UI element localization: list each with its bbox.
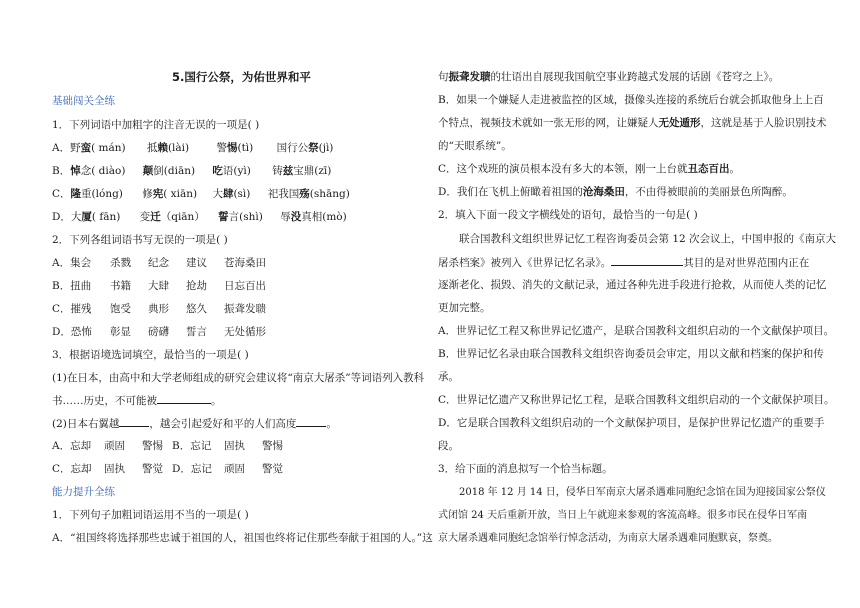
q5-option-b-line-2: 承。	[438, 371, 459, 383]
question-4-stem: 1．下列句子加粗词语运用不当的一项是( )	[52, 509, 249, 521]
q5-option-d-line-2: 段。	[438, 440, 459, 452]
question-3-stem: 3．根据语境选词填空，最恰当的一项是( )	[52, 349, 249, 361]
question-1-stem: 1．下列词语中加粗字的注音无误的一项是( )	[52, 119, 260, 131]
fill-blank	[296, 416, 326, 427]
q1-option-a: A．野蛮( mán) 抵赖(lài) 警惕(tì) 国行公祭(jì)	[52, 142, 334, 154]
section-basic-practice: 基础闯关全练	[52, 95, 115, 107]
fill-blank	[157, 393, 211, 404]
question-5-stem: 2．填入下面一段文字横线处的语句，最恰当的一句是( )	[438, 209, 698, 221]
fill-blank	[119, 416, 149, 427]
q3-sentence-2: (2)日本右翼越 ，越会引起爱好和平的人们高度 。	[52, 418, 337, 430]
q5-option-b-line-1: B．世界记忆名录由联合国教科文组织咨询委员会审定，用以文献和档案的保护和传	[438, 348, 824, 360]
q5-option-a: A．世界记忆工程又称世界记忆遗产，是联合国教科文组织启动的一个文献保护项目。	[438, 325, 835, 337]
q4-option-a-line-1: A．“祖国终将选择那些忠诚于祖国的人，祖国也终将记住那些奉献于祖国的人。”这	[52, 532, 433, 544]
question-2-stem: 2．下列各组词语书写无误的一项是( )	[52, 234, 228, 246]
q4-option-b-line-1: B．如果一个嫌疑人走进被监控的区域，摄像头连接的系统后台就会抓取他身上上百	[438, 94, 824, 106]
q2-option-d: D．恐怖 彰显 磅礴 誓言 无处循形	[52, 326, 266, 338]
q6-news-line-1: 2018 年 12 月 14 日，侵华日军南京大屠杀遇难同胞纪念馆在国为迎接国家公祭仪	[459, 487, 826, 498]
q4-option-d: D．我们在飞机上俯瞰着祖国的沧海桑田，不由得被眼前的美丽景色所陶醉。	[438, 186, 793, 198]
q4-option-a-line-2: 句振聋发聩的壮语出自展现我国航空事业跨越式发展的话剧《苍穹之上》。	[438, 71, 780, 83]
q6-news-line-2: 式闭馆 24 天后重新开放，当日上午就迎来参观的客流高峰。很多市民在侵华日军南	[438, 510, 808, 521]
q3-options-cd: C．忘却 固执 警觉 D．忘记 顽固 警觉	[52, 463, 283, 475]
q3-sentence-1-line-2: 书……历史，不可能被 。	[52, 395, 222, 407]
q1-option-d: D．大厦( fān) 变迁（qiān） 誓言(shì) 辱没真相(mò)	[52, 211, 347, 223]
q5-passage-line-4: 更加完整。	[438, 302, 491, 314]
q2-option-a: A．集会 杀戮 纪念 建议 苍海桑田	[52, 257, 266, 269]
q4-option-b-line-2: 个特点，视频技术就如一张无形的网，让嫌疑人无处遁形，这就是基于人脸识别技术	[438, 117, 827, 129]
fill-blank	[611, 255, 683, 266]
q5-passage-line-2: 屠杀档案》被列入《世界记忆名录》。 其目的是对世界范围内正在	[438, 257, 810, 269]
q5-option-c: C．世界记忆遗产又称世界记忆工程，是联合国教科文组织启动的一个文献保护项目。	[438, 394, 835, 406]
q5-passage-line-1: 联合国教科文组织世界记忆工程咨询委员会第 12 次会议上，中国申报的《南京大	[459, 233, 837, 245]
q1-option-b: B．悼念( diào) 颠倒(diān) 吃语(yì) 铸兹宝鼎(zī)	[52, 165, 332, 177]
lesson-title: 5.国行公祭，为佑世界和平	[172, 70, 311, 84]
q4-option-c: C．这个戏班的演员根本没有多大的本领，刚一上台就丑态百出。	[438, 163, 741, 175]
q4-option-b-line-3: 的“天眼系统”。	[438, 140, 512, 152]
q6-news-line-3: 京大屠杀遇难同胞纪念馆举行悼念活动，为南京大屠杀遇难同胞默哀，祭奠。	[438, 533, 778, 544]
q3-options-ab: A．忘却 顽固 警惕 B．忘记 固执 警惕	[52, 440, 283, 452]
q5-option-d-line-1: D．它是联合国教科文组织启动的一个文献保护项目，是保护世界记忆遗产的重要手	[438, 417, 825, 429]
q2-option-b: B．扭曲 书籍 大肆 抢劫 日忘百出	[52, 280, 266, 292]
q2-option-c: C．摧残 饱受 典形 悠久 振聋发聩	[52, 303, 266, 315]
q1-option-c: C．隆重(lóng) 修宪( xiān) 大肆(sì) 祀我国殇(shāng)	[52, 188, 350, 200]
question-6-stem: 3．给下面的消息拟写一个恰当标题。	[438, 463, 613, 475]
q5-passage-line-3: 逐渐老化、损毁、消失的文献记录，通过各种先进手段进行抢救，从而使人类的记忆	[438, 279, 827, 291]
q3-sentence-1-line-1: (1)在日本，由高中和大学老师组成的研究会建议将“南京大屠杀”等词语列入教科	[52, 372, 425, 384]
section-ability-practice: 能力提升全练	[52, 486, 115, 498]
